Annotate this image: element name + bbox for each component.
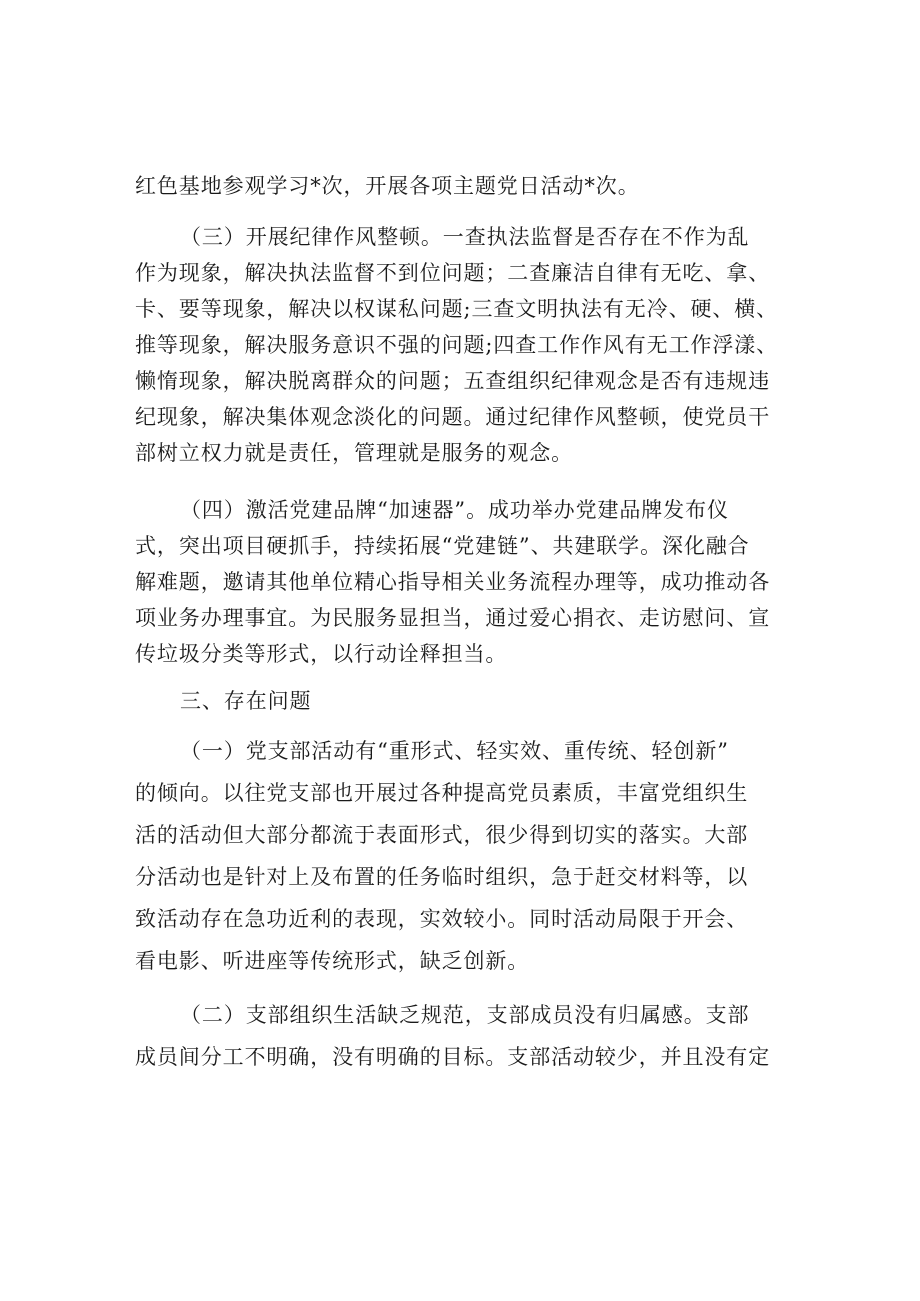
text-line: 纪现象，解决集体观念淡化的问题。通过纪律作风整顿，使党员干 bbox=[135, 405, 771, 429]
text-line: 看电影、听进座等传统形式，缺乏创新。 bbox=[135, 949, 530, 973]
text-line: 的倾向。以往党支部也开展过各种提高党员素质，丰富党组织生 bbox=[135, 781, 749, 805]
text-line: （二）支部组织生活缺乏规范，支部成员没有归属感。支部 bbox=[180, 1003, 750, 1027]
text-line: 卡、要等现象，解决以权谋私问题;三查文明执法有无冷、硬、横、 bbox=[135, 297, 779, 321]
text-line: 项业务办理事宜。为民服务显担当，通过爱心捐衣、走访慰问、宣 bbox=[135, 606, 771, 630]
text-line: 红色基地参观学习*次，开展各项主题党日活动*次。 bbox=[135, 174, 640, 198]
text-line: 懒惰现象，解决脱离群众的问题；五查组织纪律观念是否有违规违 bbox=[135, 369, 771, 393]
text-line: （一）党支部活动有“重形式、轻实效、重传统、轻创新” bbox=[180, 739, 729, 763]
text-line: 传垃圾分类等形式，以行动诠释担当。 bbox=[135, 642, 508, 666]
text-line: 活的活动但大部分都流于表面形式，很少得到切实的落实。大部 bbox=[135, 823, 749, 847]
text-line: 解难题，邀请其他单位精心指导相关业务流程办理等，成功推动各 bbox=[135, 570, 771, 594]
text-line: （四）激活党建品牌“加速器”。成功举办党建品牌发布仪 bbox=[180, 498, 729, 522]
text-line: 分活动也是针对上及布置的任务临时组织，急于赶交材料等，以 bbox=[135, 865, 749, 889]
section-heading: 三、存在问题 bbox=[180, 689, 312, 713]
text-line: 式，突出项目硬抓手，持续拓展“党建链”、共建联学。深化融合 bbox=[135, 534, 750, 558]
text-line: 作为现象，解决执法监督不到位问题；二查廉洁自律有无吃、拿、 bbox=[135, 261, 771, 285]
text-line: 部树立权力就是责任，管理就是服务的观念。 bbox=[135, 441, 573, 465]
text-line: （三）开展纪律作风整顿。一查执法监督是否存在不作为乱 bbox=[180, 225, 750, 249]
text-line: 推等现象，解决服务意识不强的问题;四查工作作风有无工作浮漾、 bbox=[135, 333, 779, 357]
text-line: 致活动存在急功近利的表现，实效较小。同时活动局限于开会、 bbox=[135, 907, 749, 931]
text-line: 成员间分工不明确，没有明确的目标。支部活动较少，并且没有定 bbox=[135, 1045, 771, 1069]
